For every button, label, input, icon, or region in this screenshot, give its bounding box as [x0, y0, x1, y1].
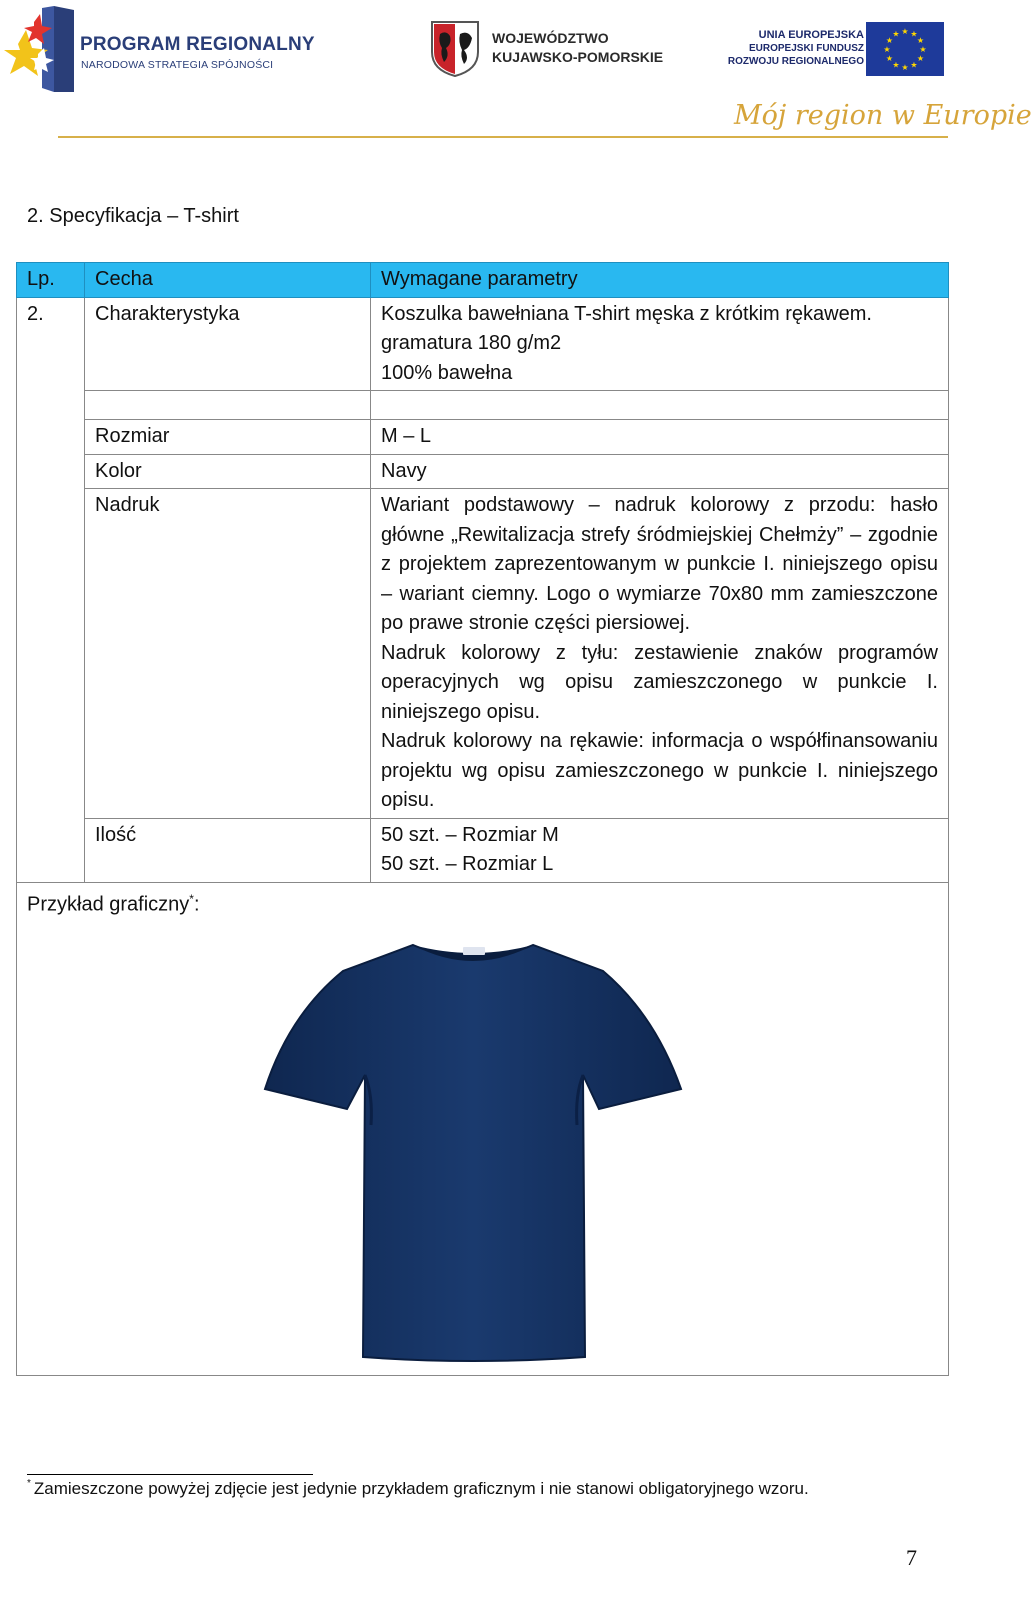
program-regionalny-logo-icon	[4, 4, 76, 94]
svg-text:★: ★	[892, 60, 900, 70]
svg-text:★: ★	[883, 45, 891, 54]
region-name-line1: WOJEWÓDZTWO	[492, 30, 609, 46]
example-label-suffix: :	[193, 893, 200, 916]
program-subtitle: NARODOWA STRATEGIA SPÓJNOŚCI	[81, 59, 274, 71]
navy-tshirt-image	[263, 925, 683, 1363]
table-row-example	[17, 882, 949, 1375]
table-row-kolor	[17, 454, 949, 489]
svg-text:★: ★	[919, 45, 927, 54]
footnote-text: Zamieszczone powyżej zdjęcie jest jedynie przykładem graficznym i nie stanowi obligatoryjnego wzoru.	[33, 1479, 809, 1498]
header-divider	[58, 136, 948, 138]
kujawsko-pomorskie-coat-of-arms-icon	[430, 20, 480, 78]
region-name-line2: KUJAWSKO-POMORSKIE	[492, 49, 664, 65]
header-cecha: Cecha	[85, 263, 371, 298]
svg-text:★: ★	[901, 63, 909, 72]
value-line-2: gramatura 180 g/m2	[381, 332, 562, 354]
rozmiar-label: Rozmiar	[85, 420, 371, 455]
svg-text:★: ★	[916, 54, 925, 63]
example-label-text: Przykład graficzny	[27, 893, 190, 916]
header-wymagane-parametry: Wymagane parametry	[371, 263, 949, 298]
table-row-charakterystyka	[17, 297, 949, 391]
eu-line1: UNIA EUROPEJSKA	[758, 29, 864, 41]
page-number: 7	[906, 1545, 917, 1570]
page-header	[0, 0, 1032, 150]
table-spacer-row	[17, 391, 949, 420]
ilosc-value	[371, 818, 949, 882]
header-lp: Lp.	[17, 263, 85, 298]
svg-text:★: ★	[892, 29, 900, 39]
value-line-1: Koszulka bawełniana T-shirt męska z krótkim rękawem.	[381, 302, 872, 325]
nadruk-value	[371, 489, 949, 819]
footnote	[27, 1478, 809, 1499]
value-line-3: 100% bawełna	[381, 361, 513, 384]
specification-table	[16, 262, 949, 1376]
kolor-value: Navy	[371, 454, 949, 489]
example-footnote-marker: *	[189, 891, 194, 906]
svg-text:★: ★	[910, 29, 918, 39]
svg-text:★: ★	[916, 36, 925, 45]
kolor-label: Kolor	[85, 454, 371, 489]
footnote-marker: *	[27, 1478, 31, 1489]
nadruk-paragraph-sleeve: Nadruk kolorowy na rękawie: informacja o współfinansowaniu projektu wg opisu zamieszczonego w punkcie I. niniejszego opisu.	[381, 730, 938, 811]
nadruk-paragraph-front: Wariant podstawowy – nadruk kolorowy z przodu: hasło główne „Rewitalizacja strefy śródmiejskiej Chełmży” – zgodnie z projektem zaprezentowanym w punkcie I. niniejszego opisu – wariant ciemny. Logo o wymiarze 70x80 mm zamieszczone po prawe stronie części piersiowej.	[381, 494, 938, 634]
program-title: PROGRAM REGIONALNY	[80, 34, 315, 55]
svg-text:★: ★	[910, 60, 918, 70]
region-motto: Mój region w Europie	[734, 100, 1032, 131]
row-cecha: Charakterystyka	[85, 297, 371, 391]
nadruk-paragraph-back: Nadruk kolorowy z tyłu: zestawienie znaków programów operacyjnych wg opisu zamieszczonego w punkcie I. niniejszego opisu.	[381, 641, 938, 723]
row-value	[371, 297, 949, 391]
ilosc-line-2: 50 szt. – Rozmiar L	[381, 853, 554, 875]
table-row-ilosc	[17, 818, 949, 882]
svg-text:★: ★	[885, 36, 894, 45]
table-row-rozmiar	[17, 420, 949, 455]
ilosc-line-1: 50 szt. – Rozmiar M	[381, 823, 559, 846]
ilosc-label: Ilość	[85, 818, 371, 882]
eu-flag-icon	[866, 22, 944, 76]
footnote-divider	[27, 1474, 313, 1475]
example-label	[27, 885, 200, 920]
rozmiar-value: M – L	[371, 420, 949, 455]
table-row-nadruk	[17, 489, 949, 819]
nadruk-label: Nadruk	[85, 489, 371, 819]
table-header-row	[17, 263, 949, 298]
eu-line2: EUROPEJSKI FUNDUSZ	[748, 43, 864, 54]
eu-text-block	[728, 28, 864, 68]
row-lp: 2.	[17, 297, 85, 391]
eu-line3: ROZWOJU REGIONALNEGO	[727, 56, 864, 67]
example-cell	[17, 882, 949, 1375]
section-title: 2. Specyfikacja – T-shirt	[27, 205, 239, 227]
svg-text:★: ★	[885, 54, 894, 63]
svg-text:★: ★	[901, 27, 909, 36]
